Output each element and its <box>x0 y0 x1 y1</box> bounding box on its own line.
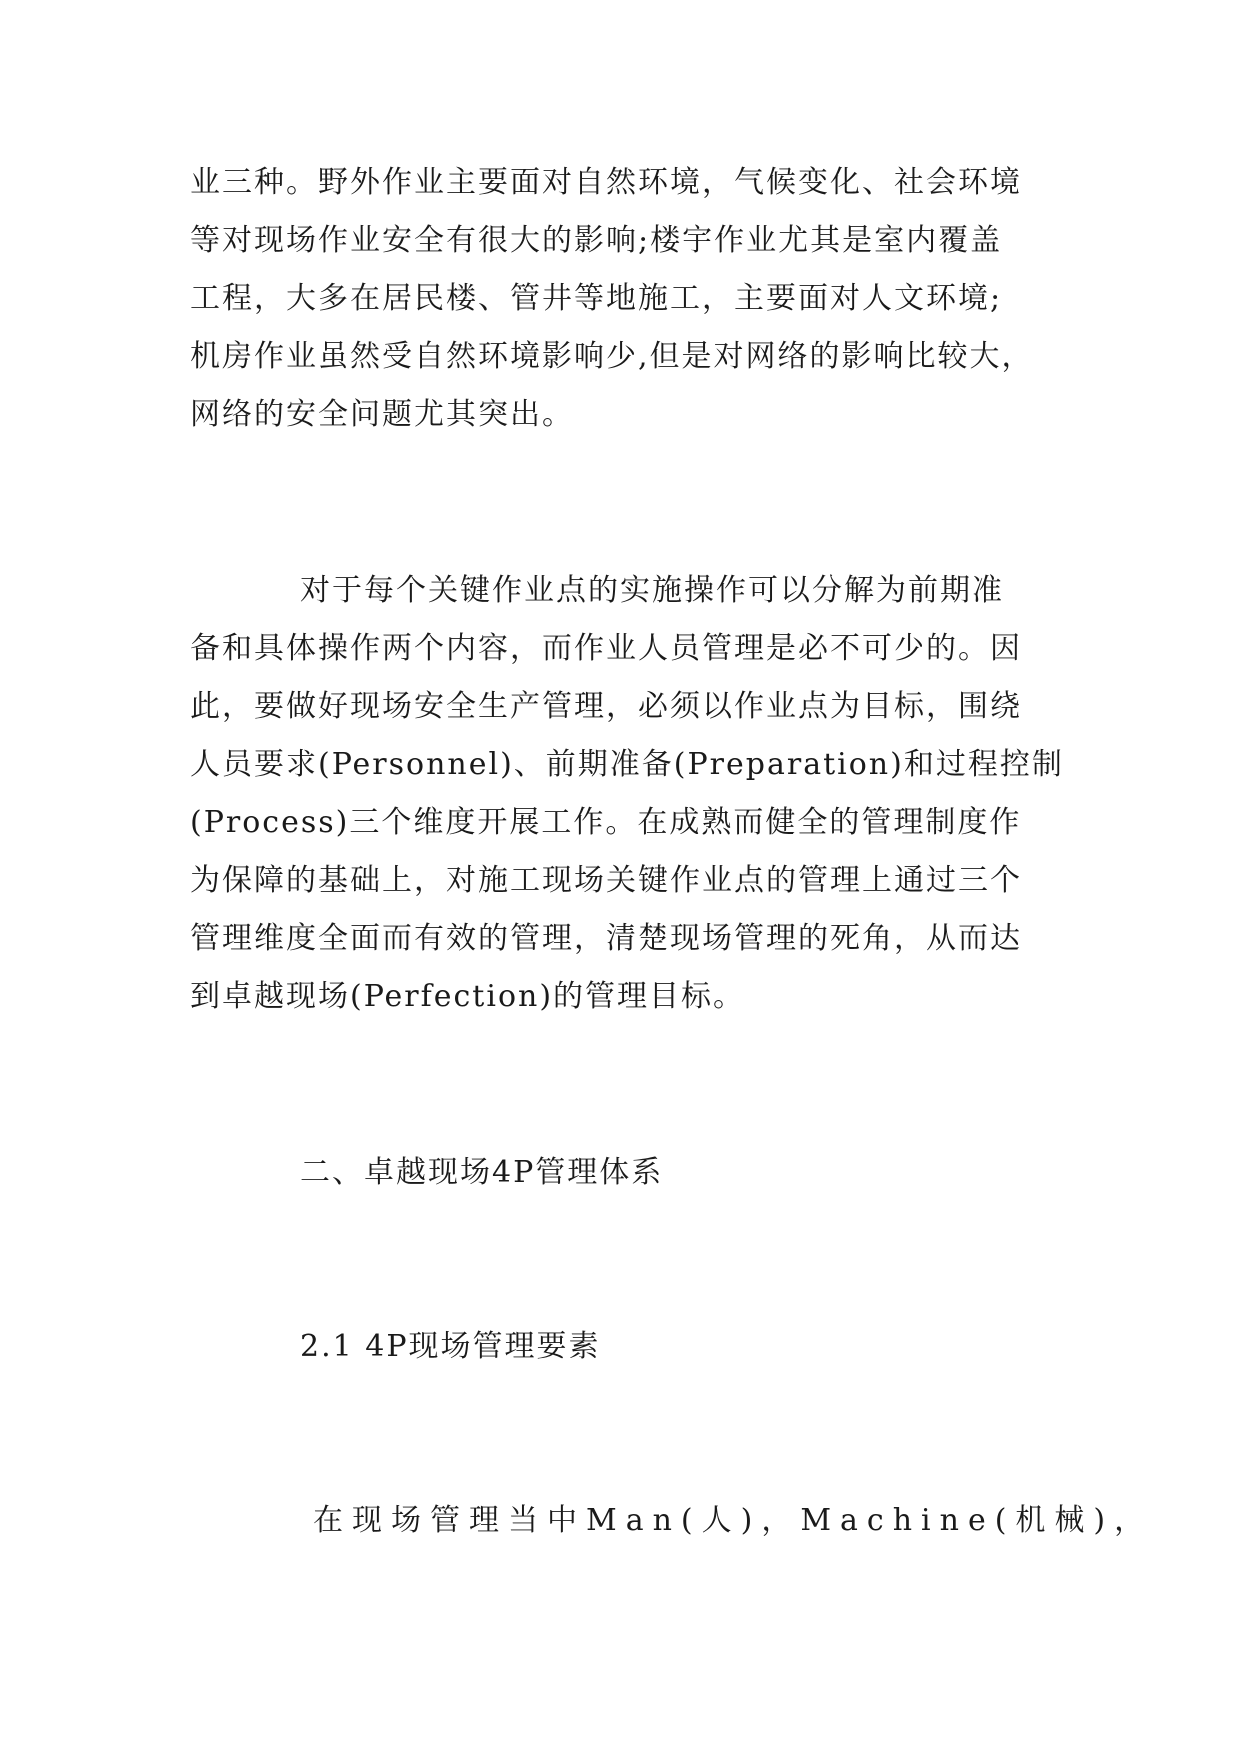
paragraph-line: 网络的安全问题尤其突出。 <box>190 397 574 432</box>
paragraph-line: 此，要做好现场安全生产管理，必须以作业点为目标，围绕 <box>190 689 1022 724</box>
paragraph-line: 业三种。野外作业主要面对自然环境，气候变化、社会环境 <box>190 165 1022 200</box>
paragraph-line: 对于每个关键作业点的实施操作可以分解为前期准 <box>300 573 1004 608</box>
subsection-heading: 2.1 4P现场管理要素 <box>300 1329 601 1364</box>
paragraph-line: 在现场管理当中Man(人)，Machine(机械)， <box>313 1503 1154 1538</box>
paragraph-line: 管理维度全面而有效的管理，清楚现场管理的死角，从而达 <box>190 921 1022 956</box>
paragraph-line: 到卓越现场(Perfection)的管理目标。 <box>190 979 746 1014</box>
paragraph-line: 人员要求(Personnel)、前期准备(Preparation)和过程控制 <box>190 747 1064 782</box>
paragraph-line: 备和具体操作两个内容，而作业人员管理是必不可少的。因 <box>190 631 1022 666</box>
section-heading: 二、卓越现场4P管理体系 <box>300 1155 664 1190</box>
paragraph-line: 等对现场作业安全有很大的影响;楼宇作业尤其是室内覆盖 <box>190 223 1003 258</box>
paragraph-line: (Process)三个维度开展工作。在成熟而健全的管理制度作 <box>190 805 1022 840</box>
paragraph-line: 机房作业虽然受自然环境影响少,但是对网络的影响比较大， <box>190 339 1034 374</box>
paragraph-line: 工程，大多在居民楼、管井等地施工，主要面对人文环境; <box>190 281 1003 316</box>
paragraph-line: 为保障的基础上，对施工现场关键作业点的管理上通过三个 <box>190 863 1022 898</box>
